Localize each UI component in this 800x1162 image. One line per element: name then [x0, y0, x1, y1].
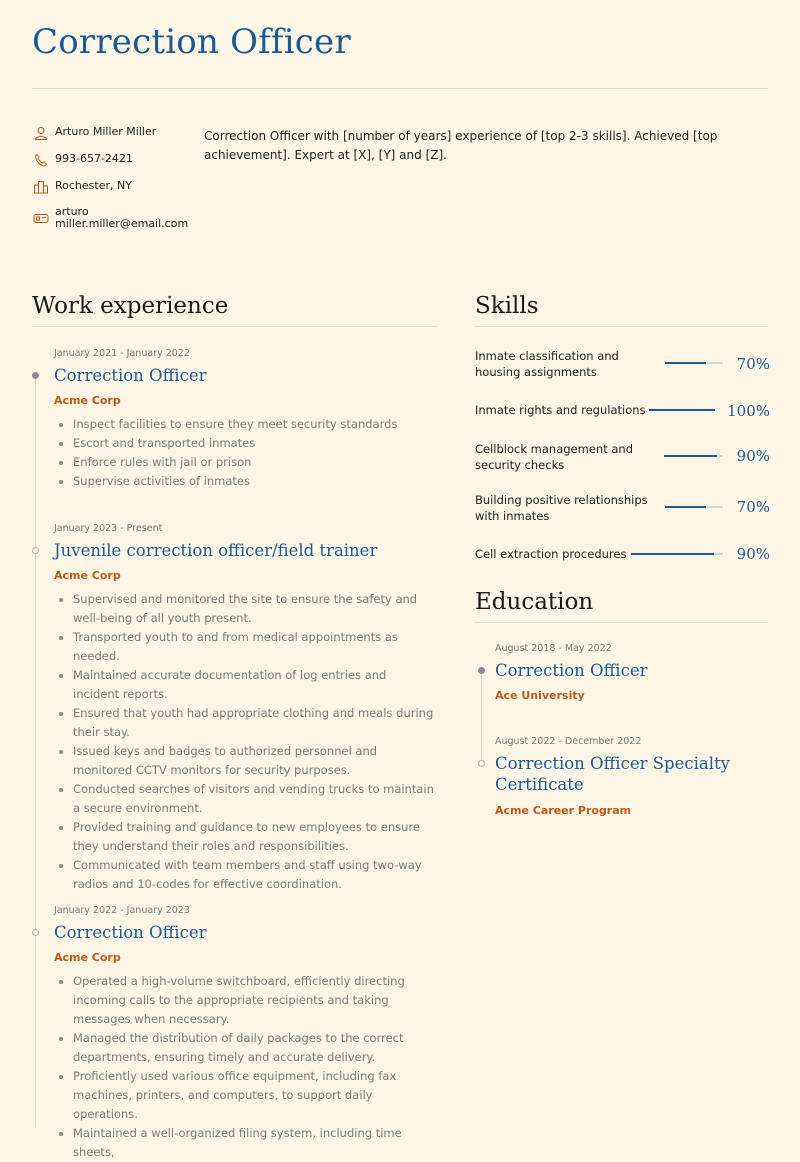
list-item: Provided training and guidance to new employees to ensure they understand their roles and responsibilities.: [54, 818, 436, 856]
list-item: Managed the distribution of daily packages to the correct departments, ensuring timely and accurate delivery.: [54, 1029, 436, 1067]
work-experience-divider: [32, 326, 437, 327]
skill-bar: [631, 553, 723, 555]
skill-name: Building positive relationships with inmates: [475, 493, 648, 523]
skill-percent: 100%: [727, 402, 770, 420]
skill-item: [475, 347, 770, 387]
job-bullets: [54, 415, 434, 491]
skill-item: [475, 491, 770, 531]
skill-percent: 70%: [736, 355, 770, 373]
list-item: Supervised and monitored the site to ensure the safety and well-being of all youth present.: [54, 590, 436, 628]
list-item: Maintained accurate documentation of log entries and incident reports.: [54, 666, 436, 704]
skill-percent: 90%: [736, 447, 770, 465]
timeline-dot: [32, 547, 39, 554]
mailbox-icon: [33, 211, 49, 225]
skill-bar-fill: [631, 553, 714, 555]
skill-bar-fill: [665, 362, 706, 364]
list-item: Escort and transported inmates: [54, 434, 434, 453]
list-item: Transported youth to and from medical appointments as needed.: [54, 628, 436, 666]
list-item: Inspect facilities to ensure they meet security standards: [54, 415, 434, 434]
skill-name: Inmate rights and regulations: [475, 403, 646, 417]
skill-item: [475, 545, 770, 585]
job-date: January 2021 - January 2022: [54, 348, 190, 359]
skill-bar-fill: [649, 409, 715, 411]
summary-text: Correction Officer with [number of years] experience of [top 2-3 skills]. Achieved [top achievement]. Expert at [X], [Y] and [Z].: [204, 129, 718, 162]
timeline-dot: [478, 760, 485, 767]
list-item: Proficiently used various office equipment, including fax machines, printers, and computers, to support daily operations.: [54, 1067, 436, 1124]
skill-bar: [664, 455, 723, 457]
job-company: Acme Corp: [54, 951, 121, 964]
list-item: Conducted searches of visitors and vending trucks to maintain a secure environment.: [54, 780, 436, 818]
list-item: Issued keys and badges to authorized personnel and monitored CCTV monitors for security purposes.: [54, 742, 436, 780]
education-school: Acme Career Program: [495, 804, 632, 817]
contact-block: [33, 126, 193, 243]
education-timeline: [481, 670, 482, 766]
education-divider: [475, 622, 768, 623]
skill-item: [475, 440, 770, 480]
job-title: Correction Officer: [54, 366, 207, 385]
skill-bar: [649, 409, 715, 411]
skill-name: Cell extraction procedures: [475, 547, 627, 561]
contact-location: Rochester, NY: [55, 179, 132, 192]
job-date: January 2023 - Present: [54, 523, 163, 534]
skill-bar-fill: [664, 455, 717, 457]
skill-bar: [665, 506, 723, 508]
education-school: Ace University: [495, 689, 585, 702]
education-heading: Education: [475, 589, 594, 615]
contact-location-row: [33, 180, 193, 194]
contact-email[interactable]: [55, 206, 188, 230]
job-company: Acme Corp: [54, 569, 121, 582]
timeline-dot: [32, 929, 39, 936]
education-title: Correction Officer Specialty Certificate: [495, 754, 730, 794]
contact-email-row: [33, 206, 193, 230]
skills-heading: Skills: [475, 293, 539, 319]
contact-email-line1: arturo: [55, 205, 89, 218]
skill-item: [475, 401, 770, 441]
contact-phone[interactable]: 993-657-2421: [55, 152, 133, 165]
work-timeline: [35, 375, 36, 1128]
job-title: Correction Officer: [54, 923, 207, 942]
list-item: Operated a high-volume switchboard, efficiently directing incoming calls to the appropriate recipients and taking messages when necessary.: [54, 972, 436, 1029]
list-item: Supervise activities of inmates: [54, 472, 434, 491]
skill-percent: 90%: [736, 545, 770, 563]
phone-icon: [33, 153, 49, 167]
timeline-dot: [478, 667, 485, 674]
job-company: Acme Corp: [54, 394, 121, 407]
list-item: Enforce rules with jail or prison: [54, 453, 434, 472]
skill-bar: [665, 362, 723, 364]
contact-name-row: [33, 126, 193, 140]
timeline-dot: [32, 372, 39, 379]
work-experience-heading: Work experience: [32, 293, 229, 319]
skill-bar-fill: [665, 506, 706, 508]
skill-name: Inmate classification and housing assignments: [475, 349, 619, 379]
page-title: Correction Officer: [32, 22, 351, 62]
location-icon: [33, 180, 49, 194]
job-bullets: [54, 972, 436, 1162]
contact-email-line2: miller.miller@email.com: [55, 217, 189, 230]
list-item: Maintained a well-organized filing system, including time sheets,: [54, 1124, 436, 1162]
list-item: Ensured that youth had appropriate clothing and meals during their stay.: [54, 704, 436, 742]
job-title: Juvenile correction officer/field trainer: [54, 541, 378, 560]
job-bullets: [54, 590, 436, 894]
education-date: August 2022 - December 2022: [495, 736, 642, 747]
contact-name: Arturo Miller Miller: [55, 125, 157, 138]
contact-phone-row: [33, 153, 193, 167]
skill-name: Cellblock management and security checks: [475, 442, 633, 472]
list-item: Communicated with team members and staff using two-way radios and 10-codes for effective coordination.: [54, 856, 436, 894]
education-title: Correction Officer: [495, 661, 648, 680]
skills-divider: [475, 326, 768, 327]
skill-percent: 70%: [736, 498, 770, 516]
header-divider: [32, 88, 768, 89]
education-date: August 2018 - May 2022: [495, 643, 612, 654]
user-icon: [33, 126, 49, 140]
job-date: January 2022 - January 2023: [54, 905, 190, 916]
